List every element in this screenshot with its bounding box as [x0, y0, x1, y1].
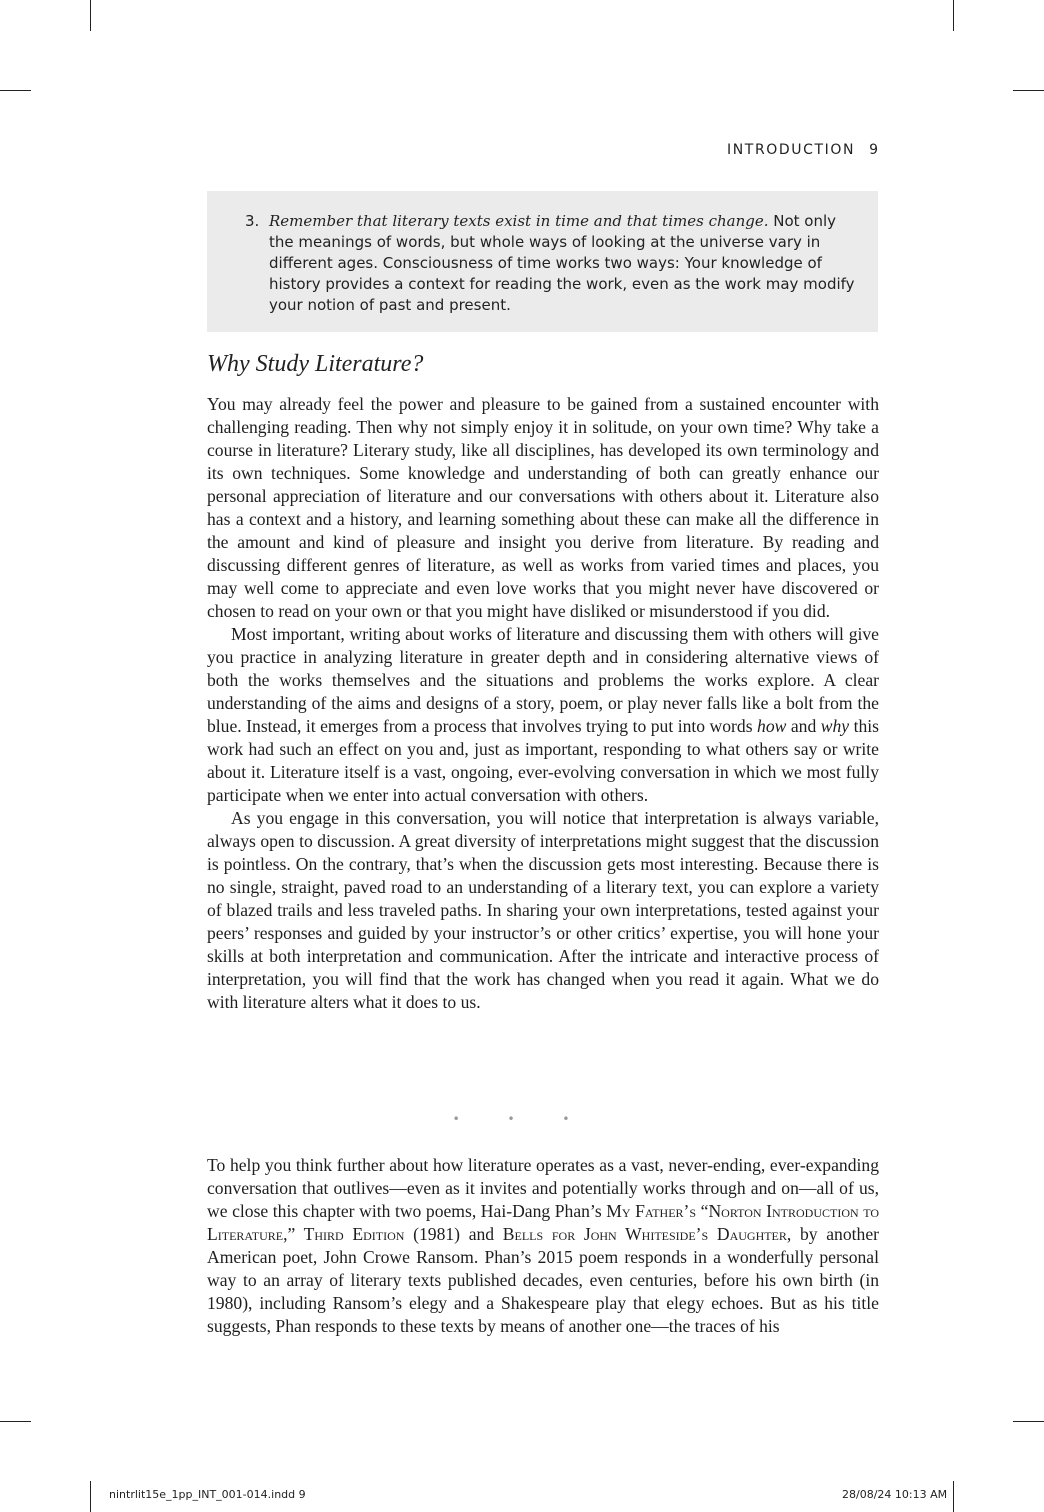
crop-mark-top-left	[90, 0, 91, 31]
crop-mark-right-top	[1013, 90, 1044, 91]
callout-box	[207, 191, 878, 332]
emphasis-why: why	[820, 716, 850, 736]
crop-mark-left-bottom	[0, 1421, 31, 1422]
paragraph-1: You may already feel the power and pleasure to be gained from a sustained encounter with challenging reading. Then why not simply enjoy it in solitude, on your own time? Why take a course in literature? Literary study, like all disciplines, has developed its own terminology and its own techniques. Some knowledge and understanding of both can greatly enhance our personal appreciation of literature and our conversations with others about it. Literature also has a context and a history, and learning something about these can make all the difference in the amount and kind of pleasure and insight you derive from literature. By reading and discussing different genres of literature, as well as works from varied times and places, you may well come to appreciate and even love works that you might never have discovered or chosen to read on your own or that you might have disliked or misunderstood if you did.	[207, 394, 879, 621]
callout-number: 3.	[245, 212, 260, 230]
poem-title-1: My Father’s “Norton Introduction to Literature,” Third Edition	[207, 1201, 879, 1244]
page-number: 9	[869, 142, 878, 158]
body-section-1	[207, 393, 879, 1014]
emphasis-how: how	[757, 716, 787, 736]
crop-mark-top-right	[953, 0, 954, 31]
slug-file: nintrlit15e_1pp_INT_001-014.indd 9	[109, 1488, 306, 1501]
crop-mark-bottom-left	[90, 1481, 91, 1512]
callout-body: Not only the meanings of words, but whole ways of looking at the universe vary in different ages. Consciousness of time works two ways: Your knowledge of history provides a context for reading the work, even as the work may modify your notion of past and present.	[269, 212, 855, 314]
crop-mark-bottom-right	[953, 1481, 954, 1512]
callout-text	[269, 211, 859, 316]
running-head	[560, 141, 878, 159]
poem-title-2: Bells for John Whiteside’s Daughter	[502, 1224, 787, 1244]
crop-mark-left-top	[0, 90, 31, 91]
section-heading: Why Study Literature?	[207, 351, 424, 377]
running-head-section: INTRODUCTION	[727, 142, 856, 158]
paragraph-3: As you engage in this conversation, you will notice that interpretation is always variable, always open to discussion. A great diversity of interpretations might suggest that the discussion is pointless. On the contrary, that’s when the discussion gets most interesting. Because there is no single, straight, paved road to an understanding of a literary text, you can explore a variety of blazed trails and less traveled paths. In sharing your own interpretations, tested against your peers’ responses and guided by your instructor’s or other critics’ expertise, you will hone your skills at both interpretation and communication. After the intricate and interactive process of interpretation, you will find that the work has changed when you read it again. What we do with literature alters what it does to us.	[207, 808, 879, 1012]
paragraph-2: Most important, writing about works of literature and discussing them with others will give you practice in analyzing literature in greater depth and in considering alternative views of both the works themselves and the situations and problems the works explore. A clear understanding of the aims and designs of a story, poem, or play never falls like a bolt from the blue. Instead, it emerges from a process that involves trying to put into words how and why this work had such an effect on you and, just as important, responding to what others say or write about it. Literature itself is a vast, ongoing, ever-evolving conversation in which we most fully participate when we enter into actual conversation with others.	[207, 624, 879, 805]
section-separator: • • •	[452, 1112, 592, 1126]
paragraph-4: To help you think further about how literature operates as a vast, never-ending, ever-expanding conversation that outlives—even as it invites and potentially works through and on—all of us, we close this chapter with two poems, Hai-Dang Phan’s My Father’s “Norton Introduction to Literature,” Third Edition (1981) and Bells for John Whiteside’s Daughter, by another American poet, John Crowe Ransom. Phan’s 2015 poem responds in a wonderfully personal way to an array of literary texts published decades, even centuries, before his own birth (in 1980), including Ransom’s elegy and a Shakespeare play that elegy echoes. But as his title suggests, Phan responds to these texts by means of another one—the traces of his	[207, 1155, 879, 1336]
body-section-2	[207, 1154, 879, 1338]
callout-italic-lead: Remember that literary texts exist in time and that times change.	[269, 212, 769, 230]
crop-mark-right-bottom	[1013, 1421, 1044, 1422]
slug-date: 28/08/24 10:13 AM	[842, 1488, 948, 1501]
